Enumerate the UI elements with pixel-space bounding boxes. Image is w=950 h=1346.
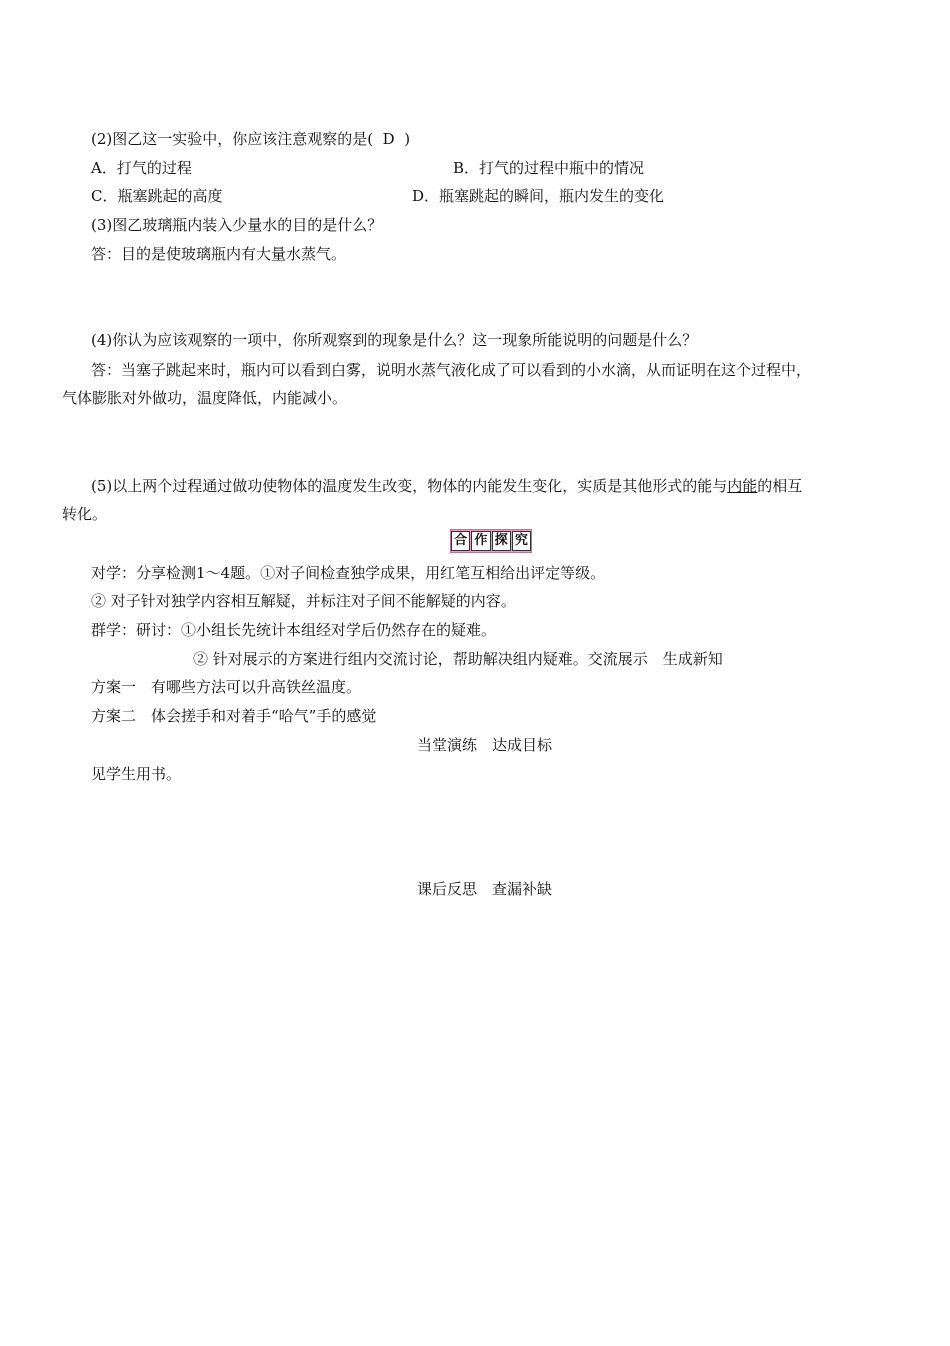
q4-stem: (4)你认为应该观察的一项中，你所观察到的现象是什么？这一现象所能说明的问题是什么？	[91, 331, 698, 349]
plan-two: 方案二 体会搓手和对着手“哈气”手的感觉	[91, 707, 377, 725]
badge-char-2: 作	[471, 531, 490, 551]
q4-answer-line1: 答：当塞子跳起来时，瓶内可以看到白雾，说明水蒸气液化成了可以看到的小水滴，从而证明在这个过程中，	[91, 361, 812, 379]
coop-line4: ② 针对展示的方案进行组内交流讨论，帮助解决组内疑难。交流展示 生成新知	[193, 650, 723, 668]
q5-line2: 转化。	[62, 505, 108, 523]
badge-char-4: 究	[512, 531, 531, 551]
q2-option-b: B．打气的过程中瓶中的情况	[453, 159, 645, 177]
coop-line1: 对学：分享检测1～4题。①对子间检查独学成果，用红笔互相给出评定等级。	[91, 564, 606, 582]
q3-stem: (3)图乙玻璃瓶内装入少量水的目的是什么？	[91, 216, 383, 234]
practice-heading: 当堂演练 达成目标	[417, 736, 553, 754]
q4-answer-line2: 气体膨胀对外做功，温度降低，内能减小。	[62, 389, 348, 407]
coop-line3: 群学：研讨：①小组长先统计本组经对学后仍然存在的疑难。	[91, 621, 497, 639]
practice-text: 见学生用书。	[91, 765, 182, 783]
plan-one: 方案一 有哪些方法可以升高铁丝温度。	[91, 678, 362, 696]
q3-answer: 答：目的是使玻璃瓶内有大量水蒸气。	[91, 245, 347, 263]
q2-option-d: D．瓶塞跳起的瞬间，瓶内发生的变化	[412, 187, 665, 205]
badge-char-3: 探	[492, 531, 511, 551]
q2-option-a: A．打气的过程	[91, 159, 192, 177]
reflect-heading: 课后反思 查漏补缺	[417, 880, 553, 898]
badge-char-1: 合	[451, 531, 470, 551]
cooperative-inquiry-badge	[450, 529, 532, 553]
q5-line1	[91, 476, 802, 496]
q2-option-c: C．瓶塞跳起的高度	[91, 187, 223, 205]
q2-stem: (2)图乙这一实验中，你应该注意观察的是( D )	[91, 130, 411, 148]
q5-line1-pre: (5)以上两个过程通过做功使物体的温度发生改变，物体的内能发生变化，实质是其他形式的能与	[91, 477, 728, 495]
coop-line2: ② 对子针对独学内容相互解疑，并标注对子间不能解疑的内容。	[91, 592, 516, 610]
q5-answer-blank: 内能	[727, 477, 758, 495]
q5-line1-post: 的相互	[757, 477, 803, 495]
